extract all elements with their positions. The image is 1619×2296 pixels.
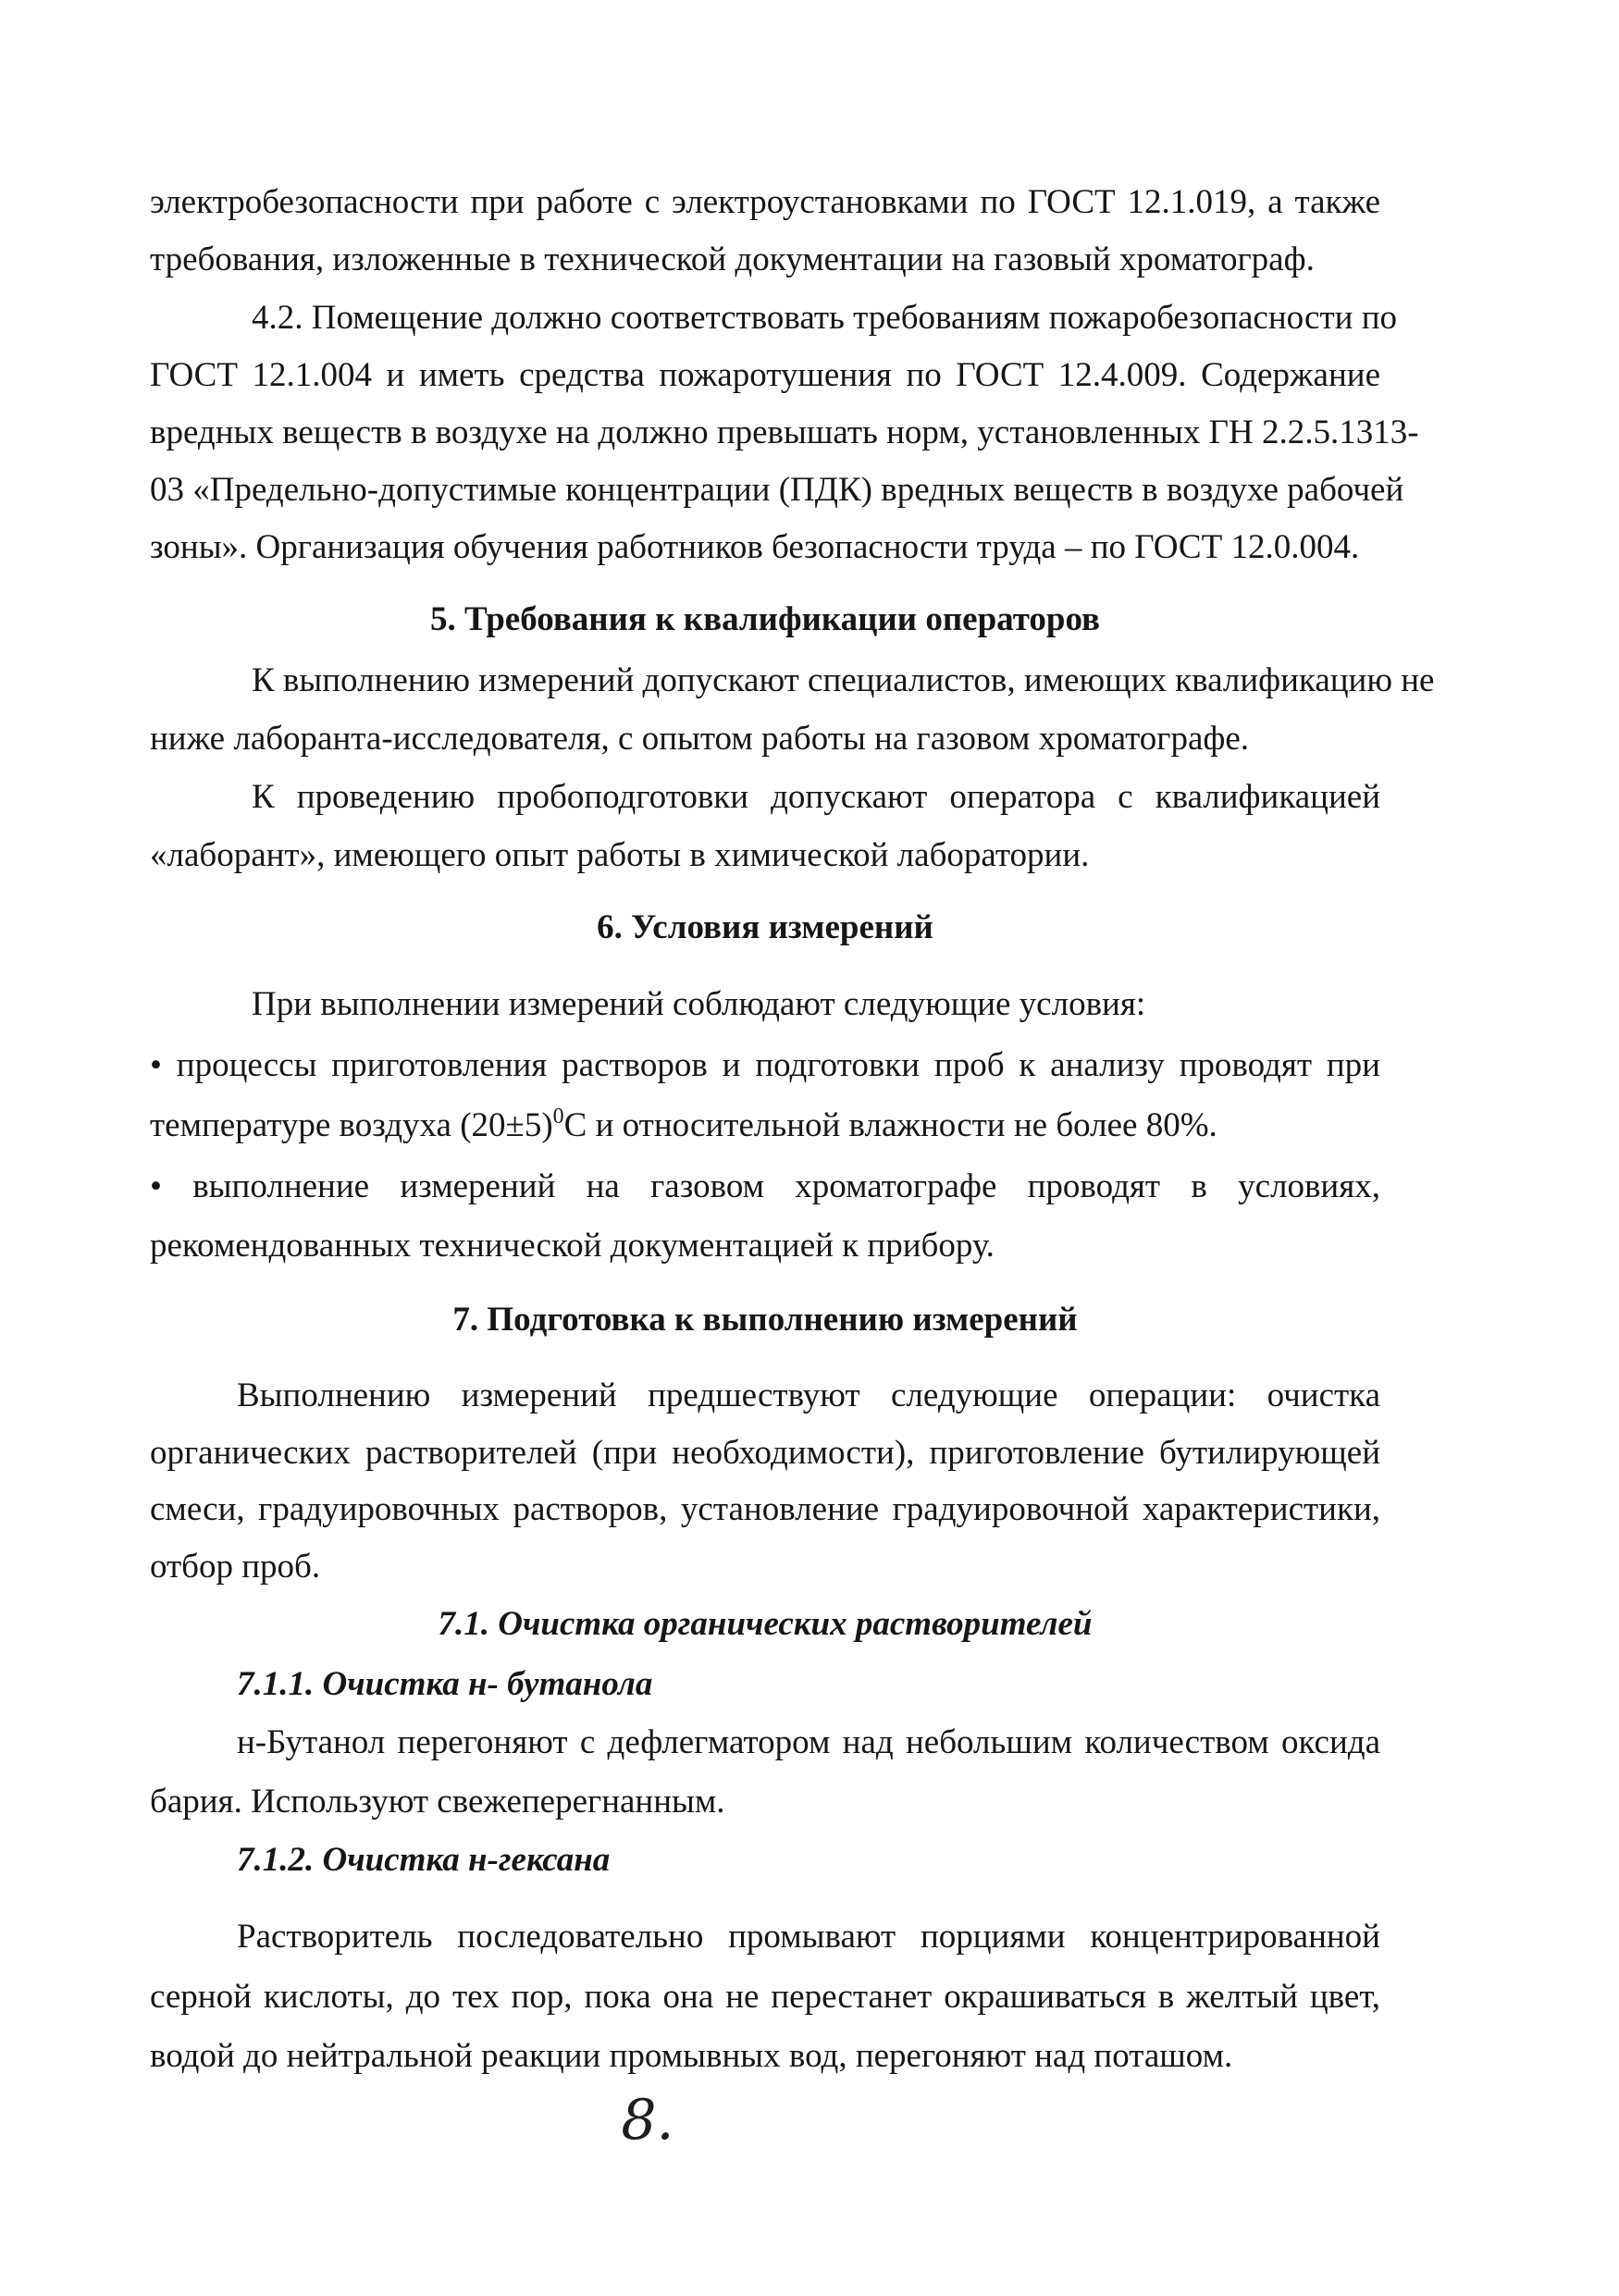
text-line: органических растворителей (при необходимости), приготовление бутилирующей — [150, 1434, 1380, 1472]
subsection-heading: 7.1.1. Очистка н- бутанола — [237, 1665, 653, 1703]
text-line: зоны». Организация обучения работников безопасности труда – по ГОСТ 12.0.004. — [150, 528, 1360, 566]
text-line: бария. Используют свежеперегнанным. — [150, 1783, 725, 1821]
text-line: «лаборант», имеющего опыт работы в химической лаборатории. — [150, 836, 1090, 874]
text-line: серной кислоты, до тех пор, пока она не перестанет окрашиваться в желтый цвет, — [150, 1978, 1380, 2016]
degree-sup: 0 — [552, 1105, 564, 1129]
subsection-heading: 7.1. Очистка органических растворителей — [438, 1605, 1093, 1643]
text-line: отбор проб. — [150, 1548, 321, 1586]
subsection-heading: 7.1.2. Очистка н-гексана — [237, 1841, 611, 1879]
section-heading: 5. Требования к квалификации операторов — [429, 600, 1101, 638]
text-line: рекомендованных технической документацией к прибору. — [150, 1227, 995, 1265]
page-number: 8. — [621, 2088, 674, 2153]
text-line: ГОСТ 12.1.004 и иметь средства пожаротушения по ГОСТ 12.4.009. Содержание — [150, 356, 1380, 394]
text-span: температуре воздуха (20±5) — [150, 1106, 553, 1144]
section-heading: 7. Подготовка к выполнению измерений — [452, 1301, 1078, 1339]
text-line: Выполнению измерений предшествуют следующие операции: очистка — [237, 1376, 1380, 1414]
text-line: При выполнении измерений соблюдают следующие условия: — [252, 985, 1146, 1023]
text-line: водой до нейтральной реакции промывных вод, перегоняют над поташом. — [150, 2037, 1233, 2075]
bullet-line: • выполнение измерений на газовом хроматографе проводят в условиях, — [150, 1167, 1380, 1205]
text-line: н-Бутанол перегоняют с дефлегматором над небольшим количеством оксида — [237, 1723, 1380, 1761]
text-line: К проведению пробоподготовки допускают оператора с квалификацией — [252, 778, 1380, 816]
bullet-line — [150, 1105, 1380, 1144]
text-line: вредных веществ в воздухе на должно превышать норм, установленных ГН 2.2.5.1313- — [150, 414, 1419, 451]
text-line: 4.2. Помещение должно соответствовать требованиям пожаробезопасности по — [252, 299, 1398, 337]
text-line: Растворитель последовательно промывают порциями концентрированной — [237, 1918, 1380, 1956]
text-line: электробезопасности при работе с электроустановками по ГОСТ 12.1.019, а также — [150, 183, 1380, 221]
text-span: С и относительной влажности не более 80%. — [563, 1106, 1217, 1144]
text-line: 03 «Предельно-допустимые концентрации (ПДК) вредных веществ в воздухе рабочей — [150, 471, 1404, 509]
section-heading: 6. Условия измерений — [597, 908, 933, 946]
text-line: смеси, градуировочных растворов, установление градуировочной характеристики, — [150, 1490, 1380, 1528]
text-line: требования, изложенные в технической документации на газовый хроматограф. — [150, 241, 1315, 278]
bullet-line: • процессы приготовления растворов и подготовки проб к анализу проводят при — [150, 1046, 1380, 1084]
text-line: К выполнению измерений допускают специалистов, имеющих квалификацию не — [252, 661, 1435, 699]
text-line: ниже лаборанта-исследователя, с опытом работы на газовом хроматографе. — [150, 720, 1250, 758]
